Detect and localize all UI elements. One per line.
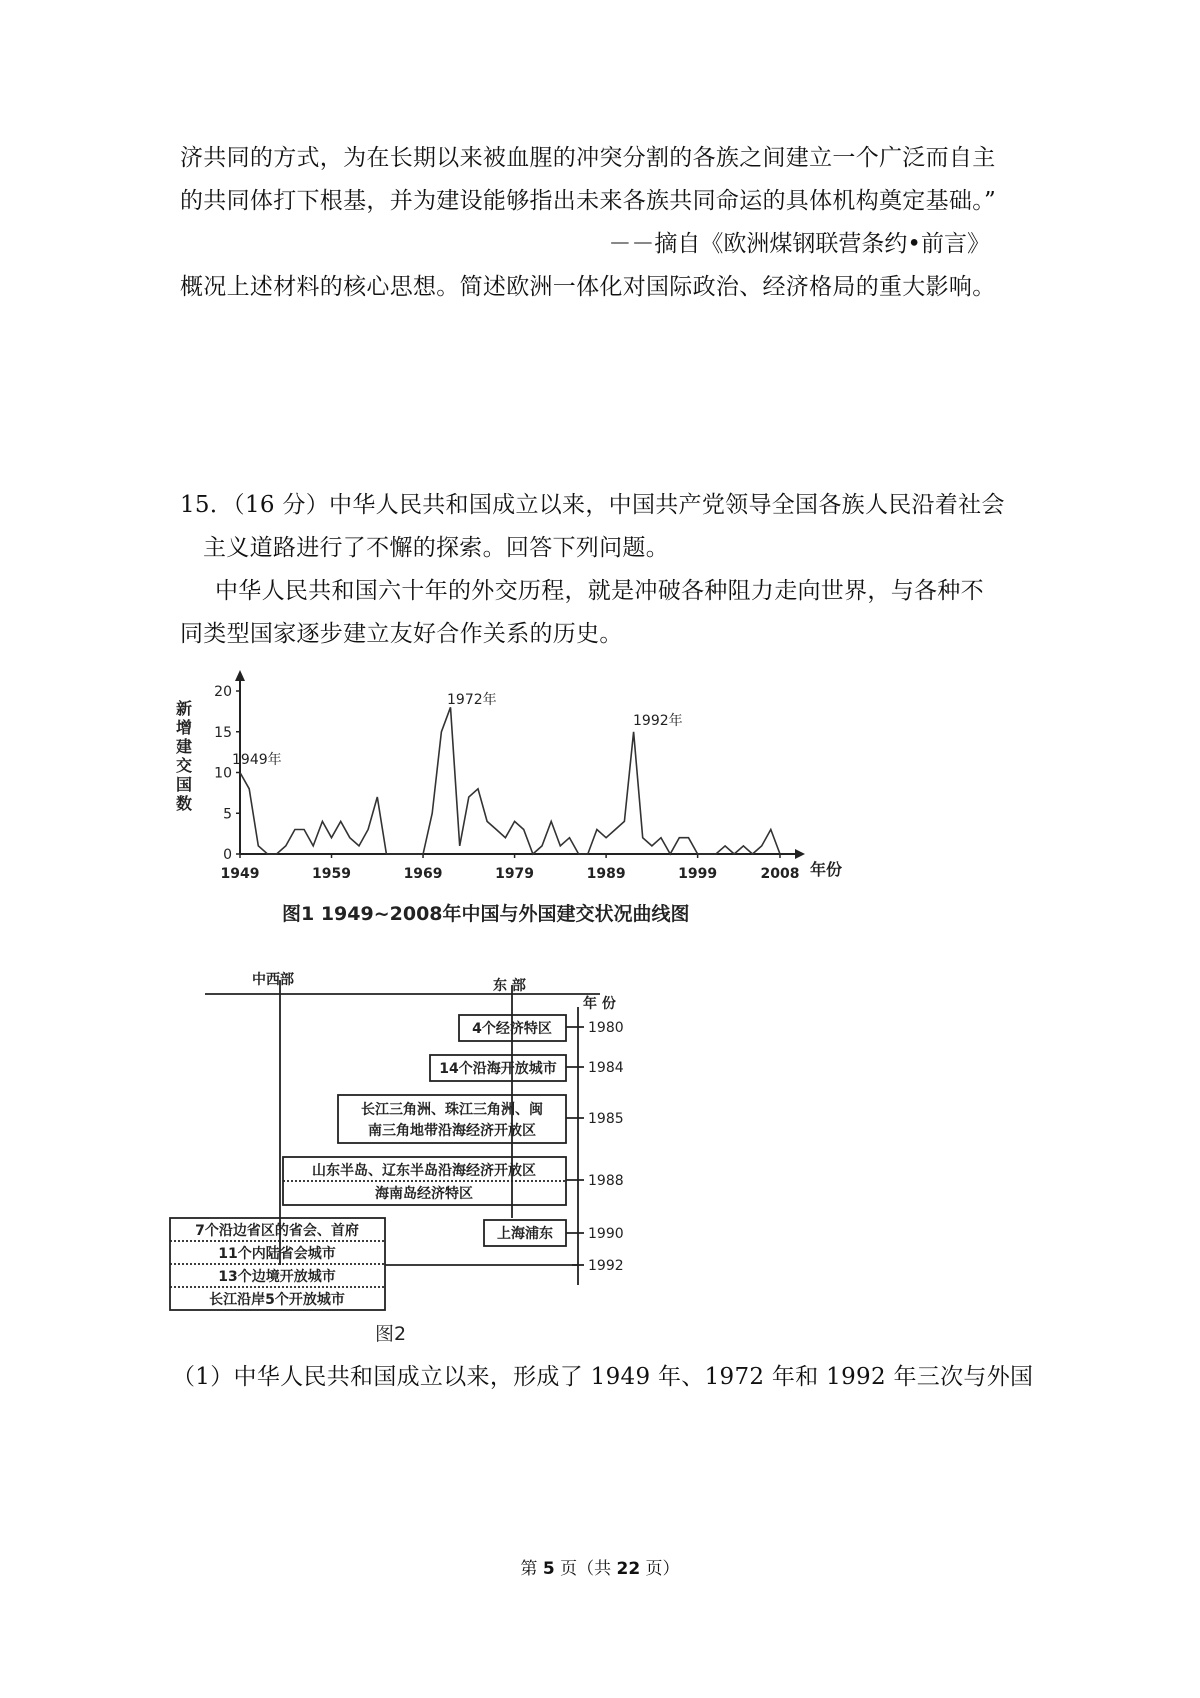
figure2-caption: 图2 (375, 1323, 407, 1345)
annotation-1992: 1992年 (633, 713, 683, 729)
y-tick-label-15: 15 (214, 724, 232, 741)
text-border-capitals: 7个沿边省区的省会、首府 (195, 1223, 359, 1239)
y-axis-label: 新增建交国数 (173, 700, 193, 814)
q15-line-2: 主义道路进行了不懈的探索。回答下列问题。 (203, 535, 669, 561)
series-line (240, 707, 780, 854)
figure1-plot (174, 670, 843, 882)
footer-page: 5 (542, 1559, 555, 1579)
passage-line-1: 济共同的方式，为在长期以来被血腥的冲突分割的各族之间建立一个广泛而自主 (180, 145, 996, 171)
year-1988: 1988 (588, 1173, 624, 1189)
text-delta-2: 南三角地带沿海经济开放区 (368, 1123, 536, 1139)
figure1-caption: 图1 1949~2008年中国与外国建交状况曲线图 (282, 903, 690, 925)
subq1-text: （1）中华人民共和国成立以来，形成了 1949 年、1972 年和 1992 年三次与外国 (172, 1364, 1034, 1390)
annotation-1949: 1949年 (232, 752, 282, 768)
footer-mid: 页（共 (554, 1559, 617, 1579)
x-tick-label-1999: 1999 (678, 866, 718, 882)
text-pudong: 上海浦东 (497, 1226, 553, 1242)
label-west: 中西部 (252, 972, 294, 988)
text-yangtze5: 长江沿岸5个开放城市 (209, 1292, 345, 1308)
label-year: 年 份 (583, 996, 616, 1012)
text-coastal14: 14个沿海开放城市 (439, 1061, 557, 1077)
footer-post: 页） (640, 1559, 680, 1579)
passage-source: －－摘自《欧洲煤钢联营条约•前言》 (608, 231, 990, 257)
text-sez4: 4个经济特区 (472, 1021, 552, 1037)
y-tick-label-10: 10 (214, 765, 232, 782)
q15-line-4: 同类型国家逐步建立友好合作关系的历史。 (180, 621, 623, 647)
footer-pre: 第 (520, 1559, 543, 1579)
q15-line-3: 中华人民共和国六十年的外交历程，就是冲破各种阻力走向世界，与各种不 (215, 578, 984, 604)
year-1980: 1980 (588, 1020, 624, 1036)
page-footer (0, 1554, 1200, 1579)
text-delta-1: 长江三角洲、珠江三角洲、闽 (361, 1102, 543, 1118)
text-border13: 13个边境开放城市 (218, 1269, 336, 1285)
y-axis-arrow (235, 670, 245, 681)
text-hainan: 海南岛经济特区 (375, 1186, 473, 1202)
footer-total: 22 (616, 1559, 641, 1579)
year-1992: 1992 (588, 1258, 624, 1274)
x-tick-label-1959: 1959 (312, 866, 352, 882)
x-axis-arrow (795, 849, 805, 859)
y-tick-label-5: 5 (223, 806, 232, 823)
q15-line-1: 15．（16 分）中华人民共和国成立以来，中国共产党领导全国各族人民沿着社会 (180, 492, 1005, 518)
year-1984: 1984 (588, 1060, 624, 1076)
y-tick-label-20: 20 (214, 684, 232, 700)
passage-line-2: 的共同体打下根基，并为建设能够指出未来各族共同命运的具体机构奠定基础。” (180, 188, 997, 214)
x-tick-label-1989: 1989 (586, 866, 626, 882)
text-peninsula: 山东半岛、辽东半岛沿海经济开放区 (312, 1163, 536, 1179)
x-tick-label-1979: 1979 (495, 866, 535, 882)
x-tick-label-1969: 1969 (403, 866, 443, 882)
label-east: 东 部 (493, 978, 526, 994)
y-tick-label-0: 0 (223, 847, 232, 863)
x-tick-label-1949: 1949 (220, 866, 260, 882)
year-1985: 1985 (588, 1111, 624, 1127)
text-inland11: 11个内陆省会城市 (218, 1246, 336, 1262)
passage-question: 概况上述材料的核心思想。简述欧洲一体化对国际政治、经济格局的重大影响。 (180, 274, 996, 300)
x-tick-label-2008: 2008 (760, 866, 800, 882)
x-axis-label: 年份 (810, 860, 843, 879)
annotation-1972: 1972年 (447, 692, 497, 708)
year-1990: 1990 (588, 1226, 624, 1242)
